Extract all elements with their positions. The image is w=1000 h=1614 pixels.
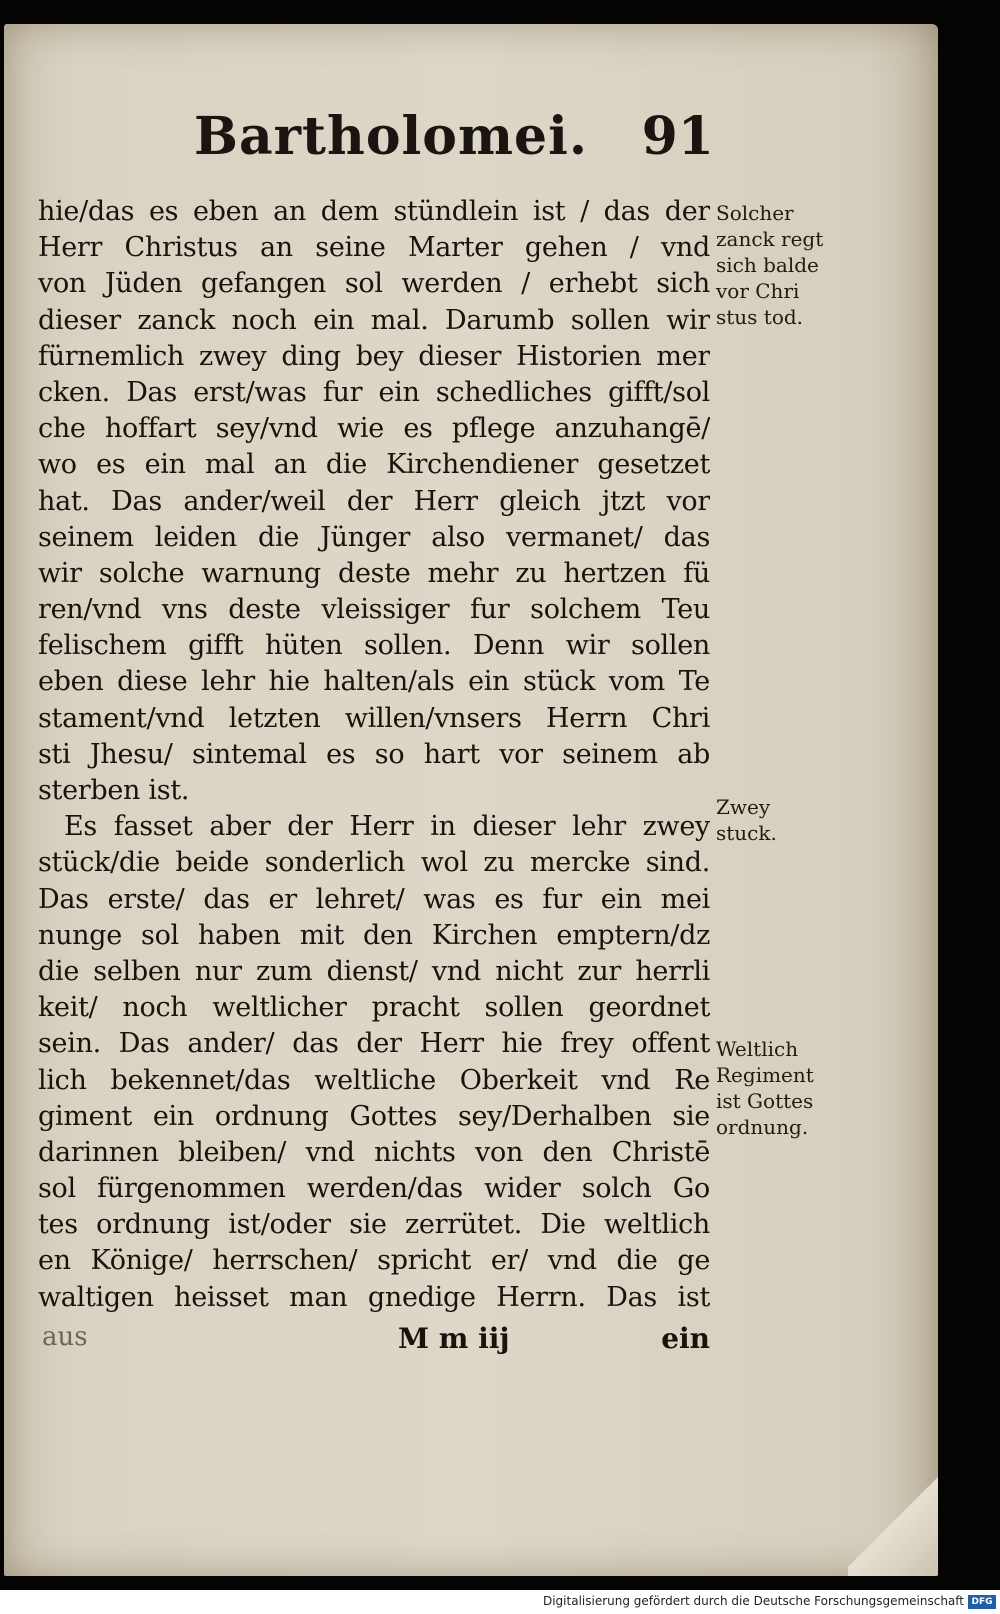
page-curl: [848, 1466, 938, 1576]
text-line: dieser zanck noch ein mal. Darumb sollen wir: [38, 304, 710, 336]
digitization-notice: Digitalisierung gefördert durch die Deutsche Forschungsgemeinschaft: [542, 1594, 964, 1608]
text-line: sterben ist.: [38, 775, 190, 806]
text-line: von Jüden gefangen sol werden / erhebt sich: [38, 268, 710, 300]
catchword: ein: [661, 1322, 710, 1355]
text-line: felischem gifft hüten sollen. Denn wir sollen: [38, 630, 710, 662]
text-line: wo es ein mal an die Kirchendiener gesetzet: [38, 449, 710, 481]
text-line: hie/das es eben an dem stündlein ist / das der: [38, 196, 710, 227]
text-line: darinnen bleiben/ vnd nichts von den Christē: [38, 1136, 710, 1168]
text-line: ren/vnd vns deste vleissiger fur solchem Teu: [38, 594, 710, 626]
margin-note-line: zanck regt: [716, 227, 824, 251]
text-line: sti Jhesu/ sintemal es so hart vor seinem ab: [38, 738, 710, 770]
text-line: eben diese lehr hie halten/als ein stück vom Te: [38, 666, 710, 698]
signature-mark: M m iij: [398, 1322, 510, 1355]
running-title: Bartholomei.: [194, 106, 588, 167]
text-line: che hoffart sey/vnd wie es pflege anzuhangē/: [38, 413, 710, 445]
margin-note-line: Zwey: [716, 795, 771, 819]
margin-note-line: ordnung.: [716, 1115, 809, 1139]
digitization-bar: [0, 1590, 1000, 1614]
text-line: sein. Das ander/ das der Herr hie frey offent: [38, 1028, 710, 1060]
text-line: sol fürgenommen werden/das wider solch Go: [38, 1173, 710, 1205]
margin-note-line: ist Gottes: [716, 1089, 814, 1113]
text-line: tes ordnung ist/oder sie zerrütet. Die weltlich: [38, 1209, 710, 1241]
text-line: wir solche warnung deste mehr zu hertzen fü: [38, 557, 710, 589]
text-line: keit/ noch weltlicher pracht sollen geordnet: [38, 992, 710, 1024]
body-text: [38, 194, 710, 1316]
page-number: 91: [641, 106, 714, 167]
text-line: giment ein ordnung Gottes sey/Derhalben sie: [38, 1100, 710, 1132]
bleed-through-mark: aus: [42, 1322, 88, 1352]
text-line: Es fasset aber der Herr in dieser lehr zwey: [64, 811, 710, 843]
margin-note-line: vor Chri: [716, 279, 800, 303]
text-line: en Könige/ herrschen/ spricht er/ vnd die ge: [38, 1245, 710, 1277]
margin-note-line: sich balde: [716, 253, 819, 277]
text-line: cken. Das erst/was fur ein schedliches gifft/sol: [38, 376, 710, 408]
margin-note-2: [716, 794, 846, 846]
margin-note-line: stuck.: [716, 821, 777, 845]
book-page: [4, 24, 938, 1576]
margin-note-line: Regiment: [716, 1063, 814, 1087]
margin-note-line: stus tod.: [716, 305, 804, 329]
margin-note-line: Weltlich: [716, 1037, 799, 1061]
text-line: Das erste/ das er lehret/ was es fur ein mei: [38, 883, 710, 915]
text-line: Herr Christus an seine Marter gehen / vnd: [38, 232, 710, 264]
text-line: stück/die beide sonderlich wol zu mercke sind.: [38, 847, 710, 879]
text-line: lich bekennet/das weltliche Oberkeit vnd Re: [38, 1064, 710, 1096]
margin-note-3: [716, 1036, 846, 1140]
text-line: nunge sol haben mit den Kirchen emptern/dz: [38, 919, 710, 951]
page-header: [194, 106, 714, 186]
dfg-logo: DFG: [968, 1595, 996, 1609]
text-line: seinem leiden die Jünger also vermanet/ das: [38, 521, 710, 553]
text-line: fürnemlich zwey ding bey dieser Historien mer: [38, 340, 710, 372]
margin-note-line: Solcher: [716, 201, 794, 225]
text-line: waltigen heisset man gnedige Herrn. Das ist: [38, 1281, 710, 1313]
text-line: stament/vnd letzten willen/vnsers Herrn Chri: [38, 702, 710, 734]
text-line: hat. Das ander/weil der Herr gleich jtzt vor: [38, 485, 710, 517]
margin-note-1: [716, 200, 846, 330]
page-footer: [38, 1322, 710, 1362]
text-line: die selben nur zum dienst/ vnd nicht zur herrli: [38, 955, 710, 987]
